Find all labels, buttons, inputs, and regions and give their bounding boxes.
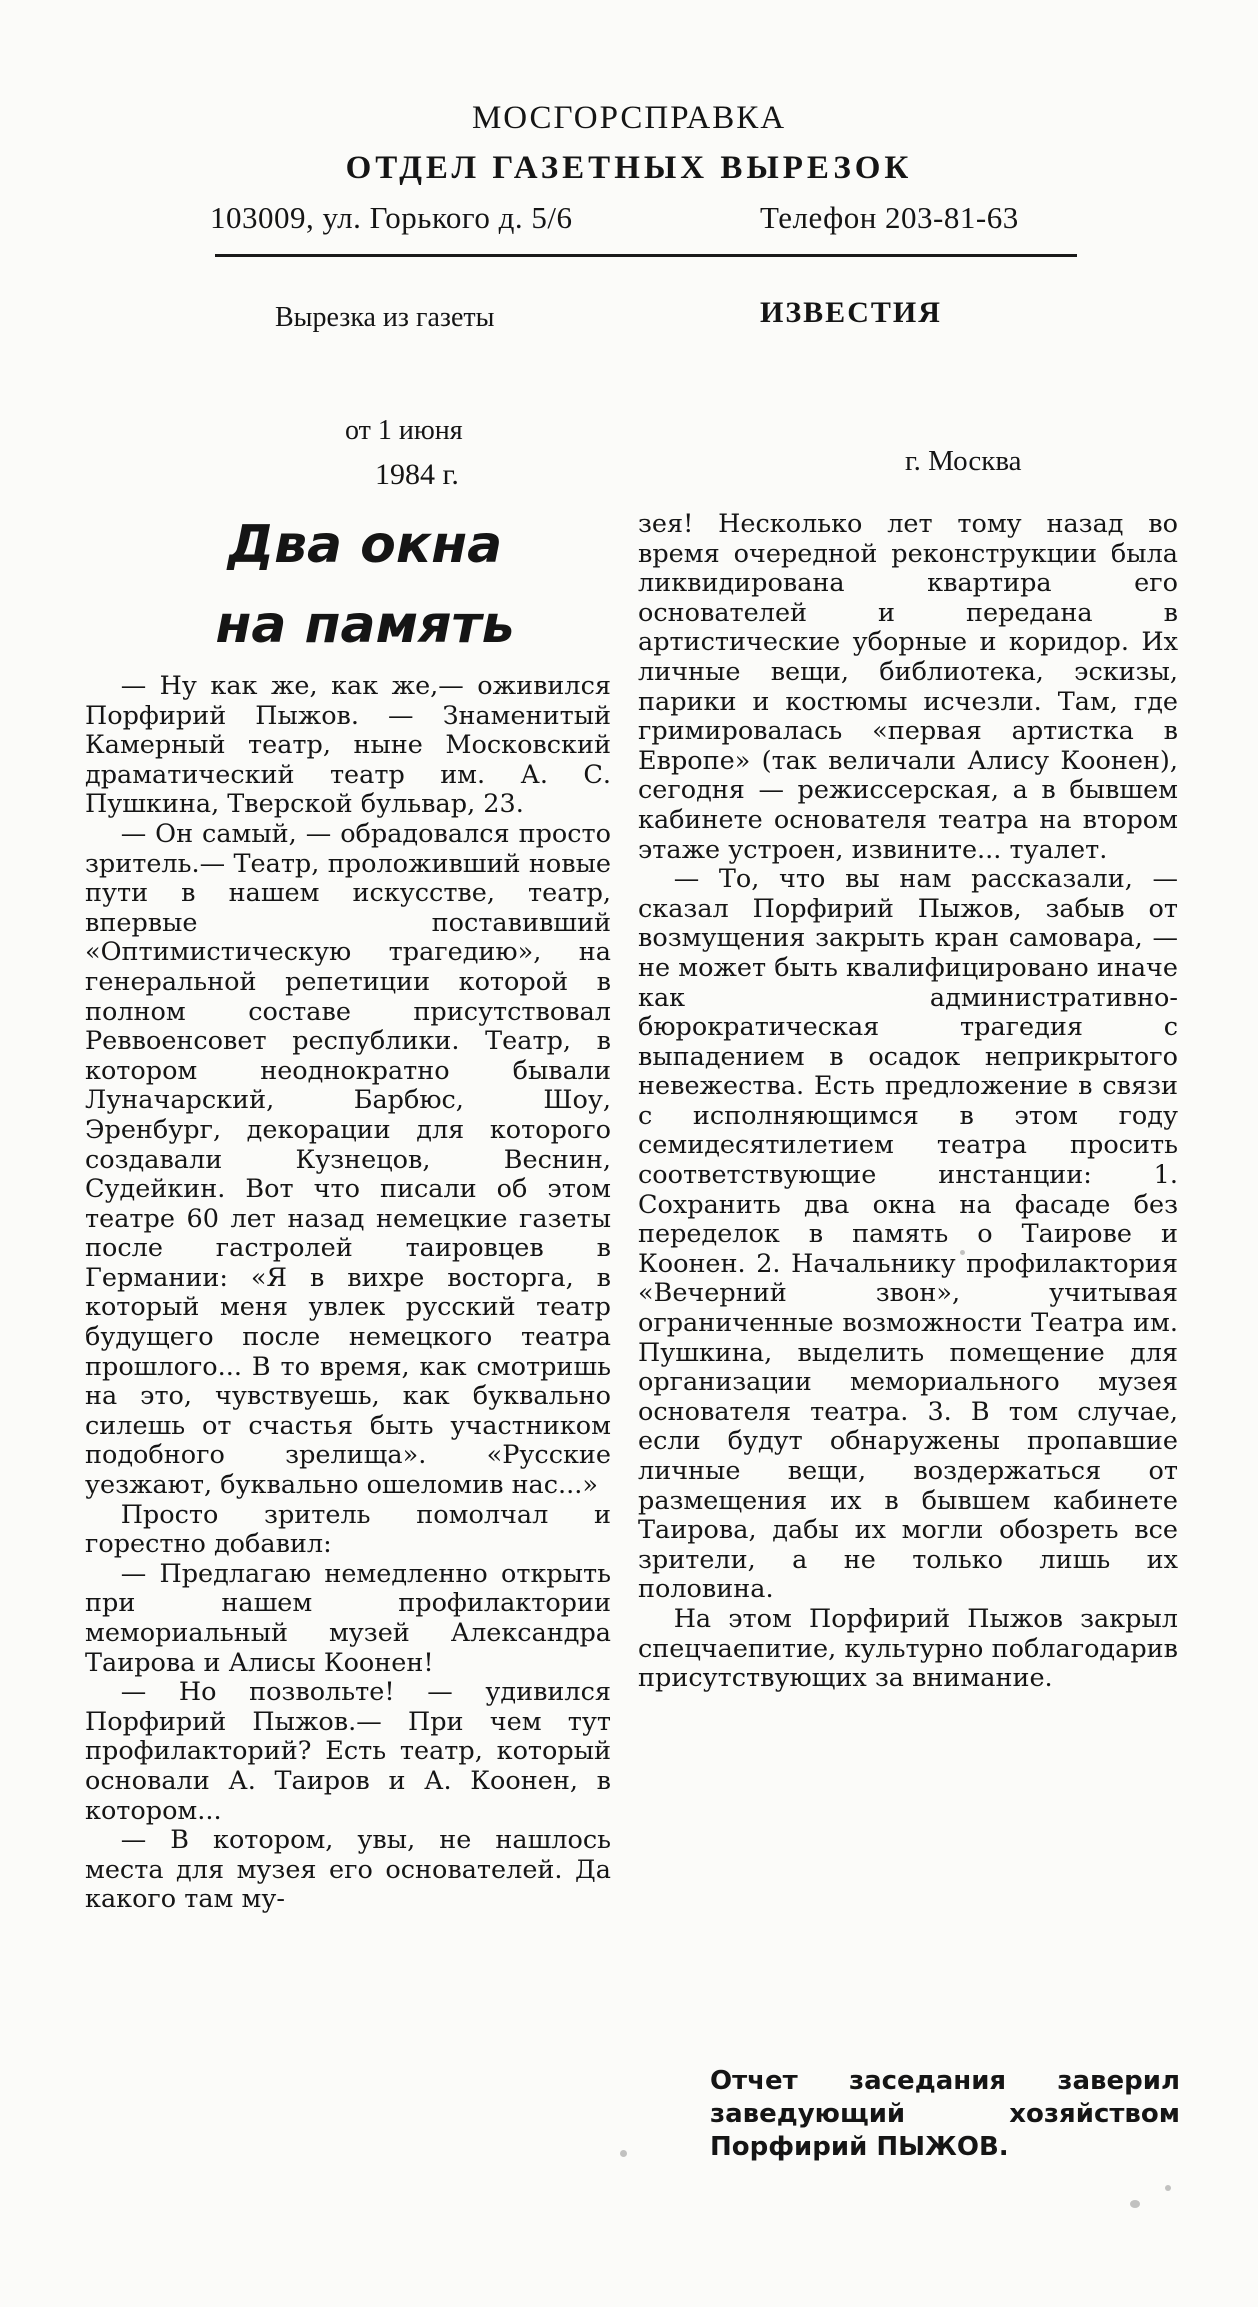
header-divider bbox=[215, 254, 1077, 257]
agency-address: 103009, ул. Горького д. 5/6 bbox=[210, 200, 573, 235]
signature-line-3: Порфирий ПЫЖОВ. bbox=[710, 2132, 1009, 2162]
clipping-date-day: от 1 июня bbox=[345, 415, 463, 446]
print-speck bbox=[1130, 2200, 1140, 2208]
print-speck bbox=[620, 2150, 627, 2157]
print-speck bbox=[960, 1250, 965, 1255]
agency-phone: Телефон 203-81-63 bbox=[760, 200, 1019, 235]
newspaper-name: ИЗВЕСТИЯ bbox=[760, 296, 942, 329]
agency-name: МОСГОРСПРАВКА bbox=[471, 100, 787, 136]
clipping-label: Вырезка из газеты bbox=[275, 302, 495, 333]
paragraph: На этом Порфирий Пыжов закрыл спецчаепитие, культурно поблагодарив присутствующих за внимание. bbox=[638, 1603, 1178, 1694]
paragraph: — То, что вы нам рассказали, — сказал Порфирий Пыжов, забыв от возмущения закрыть кран самовара, — не может быть квалифицировано иначе как административно-бюрократическая трагедия с выпадением в осадок неприкрытого невежества. Есть предложение в связи с исполняющимся в этом году семидесятилетием театра просить соответствующие инстанции: 1. Сохранить два окна на фасаде без переделок в память о Таирове и Коонен. 2. Начальнику профилактория «Вечерний звон», учитывая ограниченные возможности Театра им. Пушкина, выделить помещение для организации мемориального музея основателя театра. 3. В том случае, если будут обнаружены пропавшие личные вещи, воздержаться от размещения их в бывшем кабинете Таирова, дабы их могли обозреть все зрители, а не только лишь их половина. bbox=[638, 864, 1178, 1605]
paragraph: — Он самый, — обрадовался просто зритель.— Театр, проложивший новые пути в нашем искусстве, театр, впервые поставивший «Оптимистическую трагедию», на генеральной репетиции которой в полном составе присутствовал Реввоенсовет республики. Театр, в котором неоднократно бывали Луначарский, Барбюс, Шоу, Эренбург, декорации для которого создавали Кузнецов, Веснин, Судейкин. Вот что писали об этом театре 60 лет назад немецкие газеты после гастролей таировцев в Германии: «Я в вихре восторга, в который меня увлек русский театр будущего после немецкого театра прошлого... В то время, как смотришь на это, чувствуешь, как буквально силешь от счастья быть участником подобного зрелища». «Русские уезжают, буквально ошеломив нас...» bbox=[85, 818, 611, 1501]
paragraph: — Ну как же, как же,— оживился Порфирий Пыжов. — Знаменитый Камерный театр, ныне Московский драматический театр им. А. С. Пушкина, Тверской бульвар, 23. bbox=[85, 671, 611, 820]
signature-line-1: Отчет заседания заверил bbox=[710, 2066, 1180, 2096]
article-signature bbox=[710, 2065, 1180, 2164]
headline-line-1: Два окна bbox=[227, 515, 503, 575]
signature-line-2: заведующий хозяйством bbox=[710, 2099, 1180, 2129]
article-column-1 bbox=[85, 672, 611, 1915]
clipping-city: г. Москва bbox=[905, 445, 1022, 477]
paragraph: зея! Несколько лет тому назад во время очередной реконструкции была ликвидирована квартира его основателей и передана в артистические уборные и коридор. Их личные вещи, библиотека, эскизы, парики и костюмы исчезли. Там, где гримировалась «первая артистка в Европе» (так величали Алису Коонен), сегодня — режиссерская, а в бывшем кабинете основателя театра на втором этаже устроен, извините... туалет. bbox=[638, 509, 1178, 865]
paragraph: Просто зритель помолчал и горестно добавил: bbox=[85, 1499, 611, 1560]
headline-line-2: на память bbox=[215, 595, 515, 655]
article-headline bbox=[150, 505, 580, 665]
article-column-2 bbox=[638, 510, 1178, 1694]
paragraph: — Предлагаю немедленно открыть при нашем профилактории мемориальный музей Александра Таирова и Алисы Коонен! bbox=[85, 1558, 611, 1678]
paragraph: — Но позвольте! — удивился Порфирий Пыжов.— При чем тут профилакторий? Есть театр, который основали А. Таиров и А. Коонен, в котором... bbox=[85, 1677, 611, 1826]
department-name: ОТДЕЛ ГАЗЕТНЫХ ВЫРЕЗОК bbox=[345, 150, 913, 186]
clipping-date-year: 1984 г. bbox=[375, 458, 459, 491]
print-speck bbox=[1165, 2185, 1171, 2191]
paragraph: — В котором, увы, не нашлось места для музея его основателей. Да какого там му- bbox=[85, 1825, 611, 1915]
